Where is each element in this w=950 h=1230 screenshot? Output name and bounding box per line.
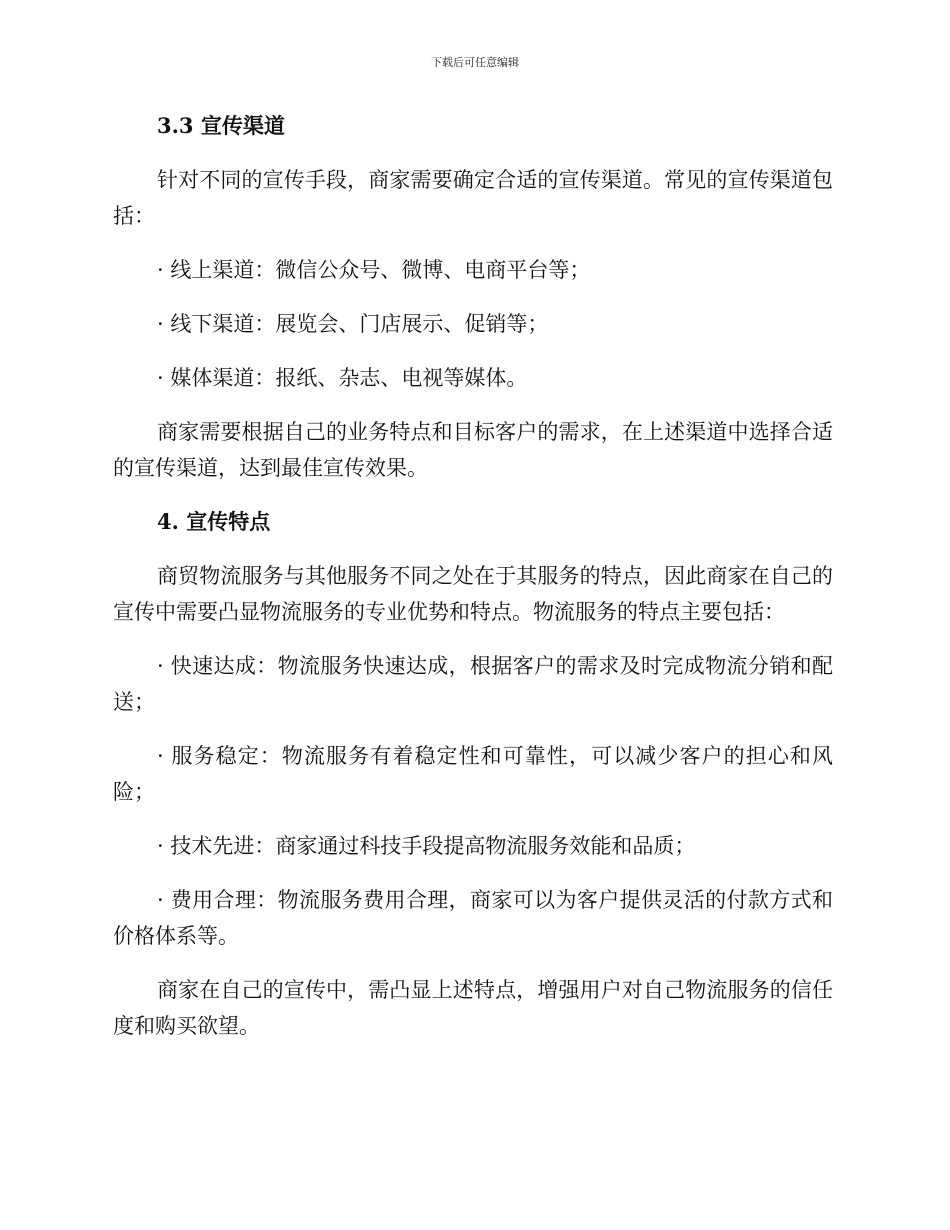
section-intro: 针对不同的宣传手段，商家需要确定合适的宣传渠道。常见的宣传渠道包括： [113,168,833,228]
bullet-item: · 费用合理：物流服务费用合理，商家可以为客户提供灵活的付款方式和价格体系等。 [113,888,833,948]
section-conclusion: 商家在自己的宣传中，需凸显上述特点，增强用户对自己物流服务的信任度和购买欲望。 [113,978,833,1038]
bullet-item: · 媒体渠道：报纸、杂志、电视等媒体。 [157,366,528,390]
bullet-item: · 线下渠道：展览会、门店展示、促销等； [157,312,549,336]
section-publicity-features [113,504,833,1044]
header-note: 下载后可任意编辑 [431,56,519,69]
section-publicity-channels [113,108,833,486]
section-conclusion: 商家需要根据自己的业务特点和目标客户的需求，在上述渠道中选择合适的宣传渠道，达到最佳宣传效果。 [113,420,833,480]
bullet-item: · 服务稳定：物流服务有着稳定性和可靠性，可以减少客户的担心和风险； [113,744,833,804]
bullet-item: · 线上渠道：微信公众号、微博、电商平台等； [157,258,591,282]
section-heading: 4. 宣传特点 [157,509,271,534]
bullet-item: · 快速达成：物流服务快速达成，根据客户的需求及时完成物流分销和配送； [113,654,833,714]
section-heading: 3.3 宣传渠道 [157,113,285,138]
section-intro: 商贸物流服务与其他服务不同之处在于其服务的特点，因此商家在自己的宣传中需要凸显物流服务的专业优势和特点。物流服务的特点主要包括： [113,564,833,624]
document-body [113,108,833,1062]
bullet-item: · 技术先进：商家通过科技手段提高物流服务效能和品质； [157,834,696,858]
